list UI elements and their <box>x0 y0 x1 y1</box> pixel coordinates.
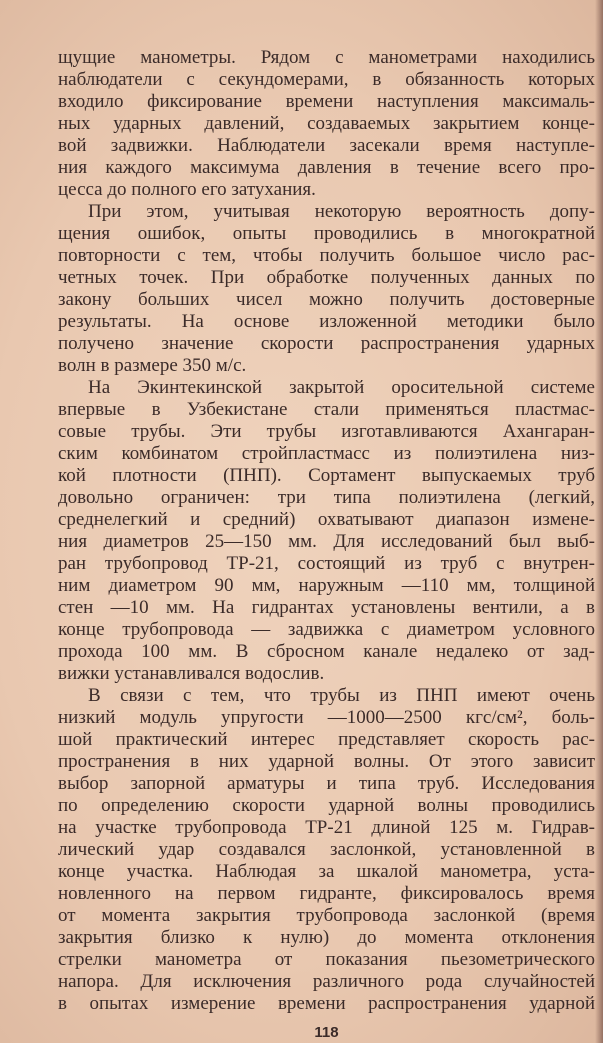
text-line: лический удар создавался заслонкой, установленной в <box>58 839 595 860</box>
text-line: вой задвижки. Наблюдатели засекали время наступле- <box>58 135 595 156</box>
text-line: низкий модуль упругости —1000—2500 кгс/см², боль- <box>58 707 595 728</box>
text-line: щущие манометры. Рядом с манометрами находились <box>58 47 595 68</box>
text-line: ран трубопровод ТР-21, состоящий из труб с внутрен- <box>58 553 595 574</box>
text-line: В связи с тем, что трубы из ПНП имеют очень <box>88 685 595 706</box>
text-line: пространения в них ударной волны. От этого зависит <box>58 751 595 772</box>
page-body-text <box>58 0 595 1015</box>
paragraph <box>58 685 595 1015</box>
text-line: прохода 100 мм. В сбросном канале недалеко от зад- <box>58 641 595 662</box>
text-line: получено значение скорости распространения ударных <box>58 333 595 354</box>
text-line: При этом, учитывая некоторую вероятность допу- <box>88 201 595 222</box>
text-line: новленного на первом гидранте, фиксировалось время <box>58 883 595 904</box>
text-line: щения ошибок, опыты проводились в многократной <box>58 223 595 244</box>
text-line: среднелегкий и средний) охватывают диапазон измене- <box>58 509 595 530</box>
text-line: выбор запорной арматуры и типа труб. Исследования <box>58 773 595 794</box>
text-line: стен —10 мм. На гидрантах установлены вентили, а в <box>58 597 595 618</box>
text-line: конце трубопровода — задвижка с диаметром условного <box>58 619 595 640</box>
text-line: конце участка. Наблюдая за шкалой манометра, уста- <box>58 861 595 882</box>
text-line: довольно ограничен: три типа полиэтилена (легкий, <box>58 487 595 508</box>
text-line: ским комбинатом стройпластмасс из полиэтилена низ- <box>58 443 595 464</box>
text-line: четных точек. При обработке полученных данных по <box>58 267 595 288</box>
text-line: в опытах измерение времени распространения ударной <box>58 993 595 1014</box>
text-line: напора. Для исключения различного рода случайностей <box>58 971 595 992</box>
text-line: шой практический интерес представляет скорость рас- <box>58 729 595 750</box>
text-line: от момента закрытия трубопровода заслонкой (время <box>58 905 595 926</box>
text-line: впервые в Узбекистане стали применяться пластмас- <box>58 399 595 420</box>
text-line: На Экинтекинской закрытой оросительной системе <box>88 377 595 398</box>
text-line: на участке трубопровода ТР-21 длиной 125 м. Гидрав- <box>58 817 595 838</box>
text-line: ним диаметром 90 мм, наружным —110 мм, толщиной <box>58 575 595 596</box>
text-line: результаты. На основе изложенной методики было <box>58 311 595 332</box>
text-line: ных ударных давлений, создаваемых закрытием конце- <box>58 113 595 134</box>
text-line: цесса до полного его затухания. <box>58 179 316 200</box>
book-spine-shadow <box>595 0 603 1043</box>
paragraph <box>58 47 595 201</box>
text-line: закрытия близко к нулю) до момента отклонения <box>58 927 595 948</box>
text-line: ния каждого максимума давления в течение всего про- <box>58 157 595 178</box>
text-line: кой плотности (ПНП). Сортамент выпускаемых труб <box>58 465 595 486</box>
text-line: повторности с тем, чтобы получить большое число рас- <box>58 245 595 266</box>
text-line: вижки устанавливался водослив. <box>58 663 325 684</box>
text-line: по определению скорости ударной волны проводились <box>58 795 595 816</box>
page-number: 118 <box>314 1024 339 1041</box>
text-line: ния диаметров 25—150 мм. Для исследований был выб- <box>58 531 595 552</box>
paragraph <box>58 377 595 685</box>
paragraph <box>58 201 595 377</box>
text-line: наблюдатели с секундомерами, в обязанность которых <box>58 69 595 90</box>
text-line: закону больших чисел можно получить достоверные <box>58 289 595 310</box>
text-line: входило фиксирование времени наступления максималь- <box>58 91 595 112</box>
text-line: стрелки манометра от показания пьезометрического <box>58 949 595 970</box>
text-line: совые трубы. Эти трубы изготавливаются Ахангаран- <box>58 421 595 442</box>
text-line: волн в размере 350 м/с. <box>58 355 247 376</box>
